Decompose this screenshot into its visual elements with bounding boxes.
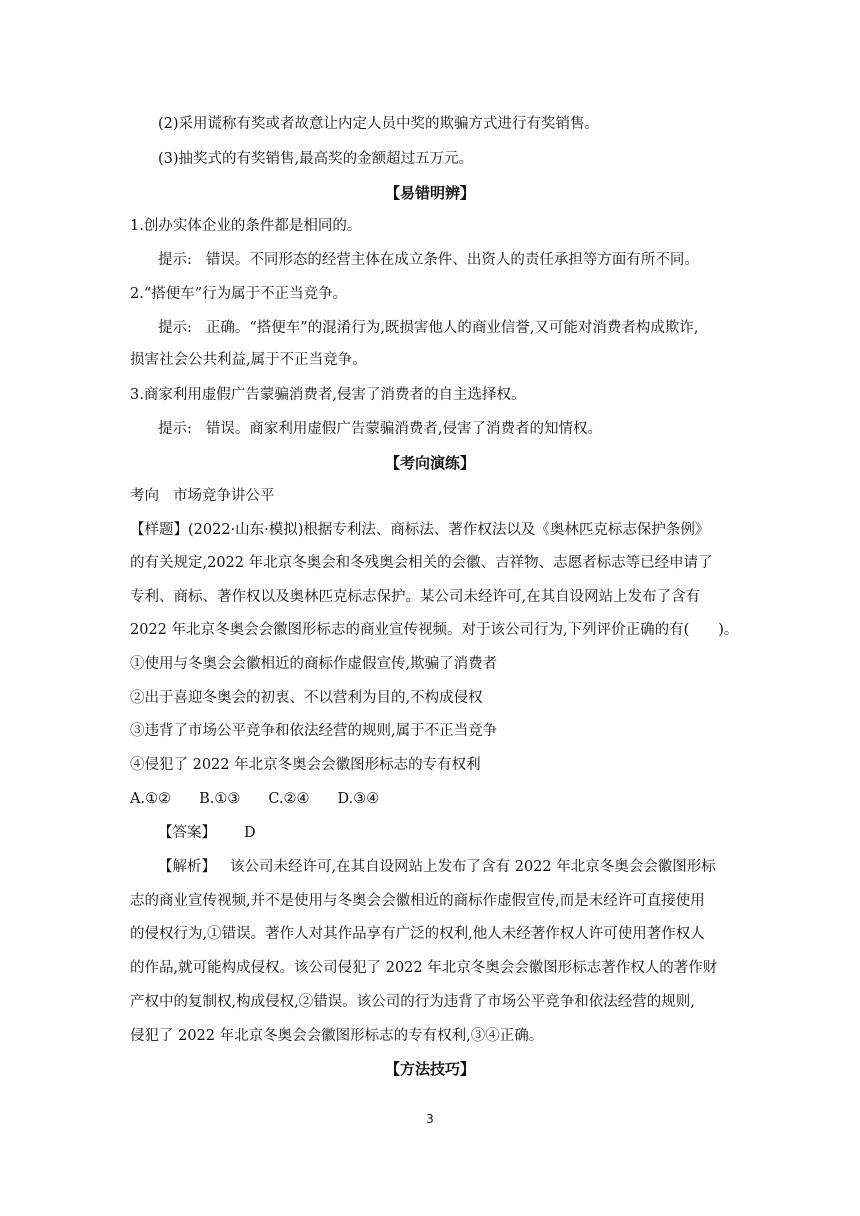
hint-text: 错误。商家利用虚假广告蒙骗消费者,侵害了消费者的知情权。 — [205, 421, 602, 437]
intro-item: (3)抽奖式的有奖销售,最高奖的金额超过五万元。 — [158, 151, 474, 167]
error-hint — [158, 419, 758, 439]
question-line: 【样题】(2022·山东·模拟)根据专利法、商标法、著作权法以及《奥林匹克标志保护条例》 — [130, 522, 710, 538]
analysis-line: 产权中的复制权,构成侵权,②错误。该公司的行为违背了市场公平竞争和依法经营的规则, — [130, 994, 695, 1010]
error-statement: 1.创办实体企业的条件都是相同的。 — [130, 218, 362, 234]
hint-text: 错误。不同形态的经营主体在成立条件、出资人的责任承担等方面有所不同。 — [205, 252, 699, 268]
answer-line — [158, 823, 758, 843]
question-line: 的有关规定,2022 年北京冬奥会和冬残奥会相关的会徽、吉祥物、志愿者标志等已经申请了 — [130, 555, 713, 571]
option-item: ①使用与冬奥会会徽相近的商标作虚假宣传,欺骗了消费者 — [130, 656, 498, 672]
hint-text: 正确。“搭便车”的混淆行为,既损害他人的商业信誉,又可能对消费者构成欺诈, — [205, 320, 699, 336]
option-item: ④侵犯了 2022 年北京冬奥会会徽图形标志的专有权利 — [130, 757, 481, 773]
choice-c: C.②④ — [268, 791, 310, 807]
section-heading-method: 【方法技巧】 — [384, 1060, 475, 1078]
choice-row — [130, 789, 730, 809]
question-line: 专利、商标、著作权以及奥林匹克标志保护。某公司未经许可,在其自设网站上发布了含有 — [130, 589, 701, 605]
analysis-line: 志的商业宣传视频,并不是使用与冬奥会会徽相近的商标作虚假宣传,而是未经许可直接使用 — [130, 893, 705, 909]
page-number: 3 — [426, 1112, 434, 1126]
hint-label: 提示: — [158, 252, 192, 268]
error-statement: 2.“搭便车”行为属于不正当竞争。 — [130, 286, 348, 302]
error-hint — [158, 250, 758, 270]
choice-d: D.③④ — [337, 791, 380, 807]
analysis-label: 【解析】 — [158, 859, 216, 875]
hint-label: 提示: — [158, 320, 192, 336]
error-hint-continuation: 损害社会公共利益,属于不正当竞争。 — [130, 352, 367, 368]
hint-label: 提示: — [158, 421, 192, 437]
topic-label: 考向 — [130, 488, 159, 504]
choice-a: A.①② — [130, 791, 172, 807]
option-item: ③违背了市场公平竞争和依法经营的规则,属于不正当竞争 — [130, 723, 498, 739]
answer-value: D — [244, 825, 256, 841]
topic-line — [130, 486, 730, 506]
topic-text: 市场竞争讲公平 — [173, 488, 275, 504]
question-line: 2022 年北京冬奥会会徽图形标志的商业宣传视频。对于该公司行为,下列评价正确的有( )。 — [130, 622, 739, 638]
analysis-line: 的作品,就可能构成侵权。该公司侵犯了 2022 年北京冬奥会会徽图形标志著作权人的著作财 — [130, 960, 718, 976]
option-item: ②出于喜迎冬奥会的初衷、不以营利为目的,不构成侵权 — [130, 690, 483, 706]
answer-label: 【答案】 — [158, 825, 216, 841]
choice-b: B.①③ — [199, 791, 241, 807]
analysis-line — [158, 857, 758, 877]
section-heading-errors: 【易错明辨】 — [384, 184, 475, 202]
error-hint — [158, 318, 758, 338]
section-heading-practice: 【考向演练】 — [384, 454, 475, 472]
analysis-text: 该公司未经许可,在其自设网站上发布了含有 2022 年北京冬奥会会徽图形标 — [230, 859, 716, 875]
analysis-line: 的侵权行为,①错误。著作人对其作品享有广泛的权利,他人未经著作权人许可使用著作权人 — [130, 926, 705, 942]
intro-item: (2)采用谎称有奖或者故意让内定人员中奖的欺骗方式进行有奖销售。 — [158, 116, 600, 132]
error-statement: 3.商家利用虚假广告蒙骗消费者,侵害了消费者的自主选择权。 — [130, 387, 526, 403]
analysis-line: 侵犯了 2022 年北京冬奥会会徽图形标志的专有权利,③④正确。 — [130, 1028, 544, 1044]
